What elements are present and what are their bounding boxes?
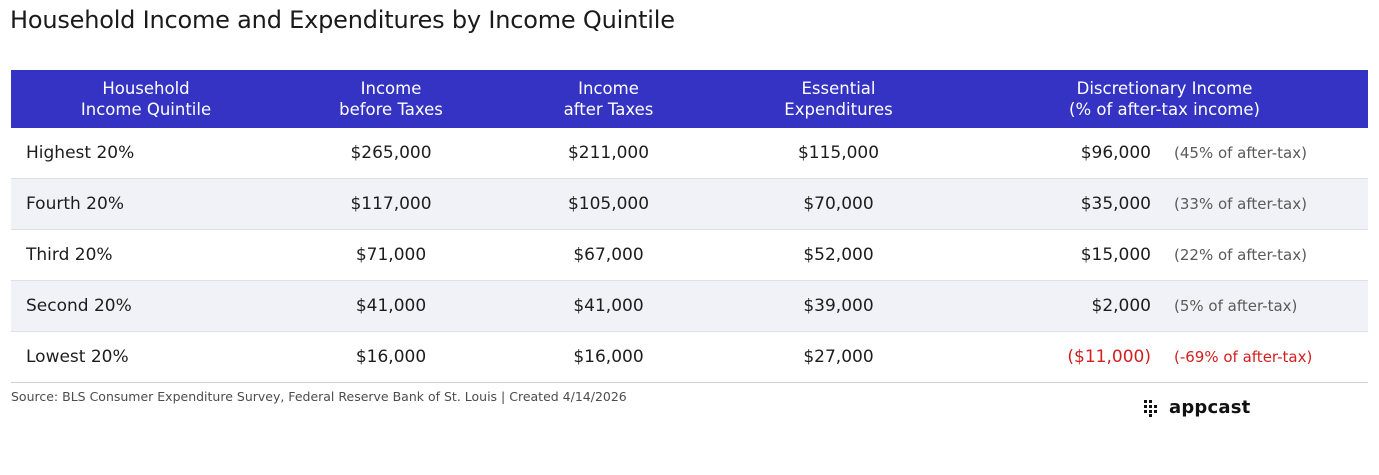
discretionary-amount: $15,000 xyxy=(1080,245,1151,265)
income-after-taxes-cell: $105,000 xyxy=(501,179,716,230)
header-line: Discretionary Income xyxy=(1076,79,1253,98)
source-note: Source: BLS Consumer Expenditure Survey, Federal Reserve Bank of St. Louis | Created 4/14/2026 xyxy=(11,389,627,404)
header-line: Expenditures xyxy=(784,100,893,119)
discretionary-amount: $2,000 xyxy=(1091,296,1151,316)
table-row xyxy=(11,230,1368,281)
essential-expenditures-cell: $27,000 xyxy=(716,332,961,383)
discretionary-income-cell xyxy=(961,281,1368,332)
page-title: Household Income and Expenditures by Income Quintile xyxy=(10,6,675,34)
discretionary-amount: $96,000 xyxy=(1080,143,1151,163)
table-header xyxy=(11,70,1368,128)
header-line: Essential xyxy=(801,79,876,98)
essential-expenditures-cell: $52,000 xyxy=(716,230,961,281)
income-after-taxes-cell: $41,000 xyxy=(501,281,716,332)
discretionary-income-cell xyxy=(961,179,1368,230)
header-essential-expenditures xyxy=(716,70,961,128)
header-household-income-quintile xyxy=(11,70,281,128)
essential-expenditures-cell: $39,000 xyxy=(716,281,961,332)
header-line: Income Quintile xyxy=(80,100,212,119)
quintile-cell: Lowest 20% xyxy=(11,332,281,383)
header-discretionary-income xyxy=(961,70,1368,128)
table-row xyxy=(11,128,1368,179)
income-table-container xyxy=(11,70,1368,382)
discretionary-amount: ($11,000) xyxy=(1067,347,1151,367)
table-body xyxy=(11,128,1368,383)
appcast-logo xyxy=(1144,397,1250,418)
essential-expenditures-cell: $115,000 xyxy=(716,128,961,179)
header-line: before Taxes xyxy=(339,100,443,119)
header-row xyxy=(11,70,1368,128)
table-row xyxy=(11,332,1368,383)
quintile-cell: Fourth 20% xyxy=(11,179,281,230)
quintile-cell: Third 20% xyxy=(11,230,281,281)
discretionary-income-cell xyxy=(961,332,1368,383)
income-table xyxy=(11,70,1368,383)
discretionary-percent: (-69% of after-tax) xyxy=(1174,348,1313,366)
table-row xyxy=(11,281,1368,332)
essential-expenditures-cell: $70,000 xyxy=(716,179,961,230)
appcast-logo-text: appcast xyxy=(1169,397,1251,418)
header-income-after-taxes xyxy=(501,70,716,128)
header-income-before-taxes xyxy=(281,70,501,128)
quintile-cell: Highest 20% xyxy=(11,128,281,179)
income-before-taxes-cell: $265,000 xyxy=(281,128,501,179)
discretionary-income-cell xyxy=(961,128,1368,179)
header-line: Income xyxy=(578,79,639,98)
discretionary-percent: (33% of after-tax) xyxy=(1174,195,1307,213)
discretionary-income-cell xyxy=(961,230,1368,281)
discretionary-percent: (5% of after-tax) xyxy=(1174,297,1298,315)
appcast-logo-icon xyxy=(1144,399,1162,417)
income-after-taxes-cell: $67,000 xyxy=(501,230,716,281)
income-before-taxes-cell: $41,000 xyxy=(281,281,501,332)
income-before-taxes-cell: $16,000 xyxy=(281,332,501,383)
income-before-taxes-cell: $117,000 xyxy=(281,179,501,230)
income-before-taxes-cell: $71,000 xyxy=(281,230,501,281)
discretionary-percent: (22% of after-tax) xyxy=(1174,246,1307,264)
discretionary-percent: (45% of after-tax) xyxy=(1174,144,1307,162)
header-line: Household xyxy=(102,79,190,98)
discretionary-amount: $35,000 xyxy=(1080,194,1151,214)
table-row xyxy=(11,179,1368,230)
header-line: Income xyxy=(360,79,422,98)
header-line: (% of after-tax income) xyxy=(1069,100,1260,119)
quintile-cell: Second 20% xyxy=(11,281,281,332)
header-line: after Taxes xyxy=(563,100,654,119)
income-after-taxes-cell: $16,000 xyxy=(501,332,716,383)
income-after-taxes-cell: $211,000 xyxy=(501,128,716,179)
